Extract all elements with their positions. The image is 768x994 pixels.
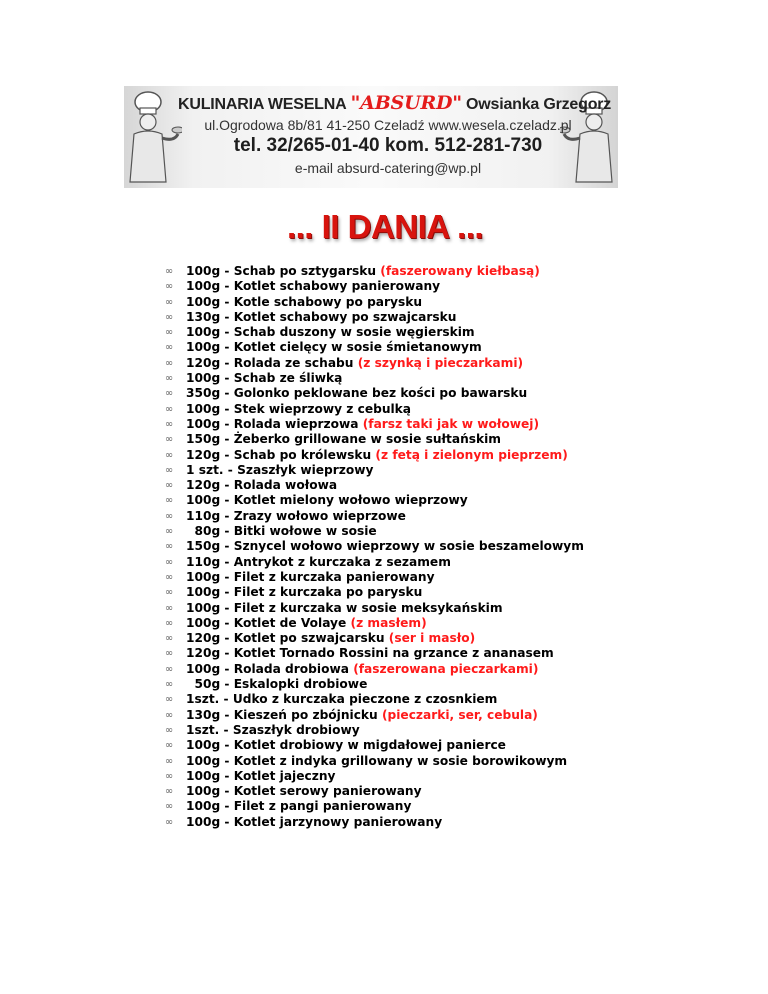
menu-item-text: 120g - Schab po królewsku — [186, 447, 372, 462]
bullet-icon: ∞ — [164, 342, 174, 354]
menu-item-entry — [186, 769, 335, 784]
menu-item-entry — [186, 493, 468, 508]
menu-item-text: 120g - Kotlet po szwajcarsku — [186, 631, 385, 646]
menu-item-text: 100g - Kotlet jajeczny — [186, 768, 336, 783]
banner-owner: Owsianka Grzegorz — [466, 96, 612, 113]
menu-item-entry — [186, 815, 442, 830]
menu-item-entry — [186, 570, 435, 585]
catering-banner — [124, 86, 618, 188]
menu-item-text: 100g - Schab po sztygarsku — [186, 264, 377, 278]
menu-item-entry — [186, 295, 422, 310]
menu-item-entry — [186, 463, 373, 478]
menu-item-note: (pieczarki, ser, cebula) — [381, 707, 538, 722]
bullet-icon: ∞ — [164, 571, 174, 583]
menu-item-entry — [186, 478, 337, 493]
menu-item-text: 100g - Kotlet z indyka grillowany w sosie borowikowym — [186, 753, 568, 768]
menu-item-entry — [186, 784, 422, 799]
menu-item-text: 100g - Schab duszony w sosie węgierskim — [186, 325, 475, 340]
bullet-icon: ∞ — [164, 480, 174, 492]
section-heading: ... II DANIA ... — [286, 208, 484, 245]
banner-title-left: KULINARIA WESELNA — [178, 96, 347, 113]
banner-address: ul.Ogrodowa 8b/81 41-250 Czeladź www.wesela.czeladz.pl — [204, 117, 572, 133]
bullet-icon: ∞ — [164, 816, 174, 828]
menu-item-text: 100g - Kotlet cielęcy w sosie śmietanowym — [186, 340, 482, 355]
menu-item-text: 100g - Filet z pangi panierowany — [186, 799, 412, 814]
menu-item-text: 100g - Rolada wieprzowa — [186, 416, 359, 431]
menu-item-note: (ser i masło) — [388, 631, 476, 646]
bullet-icon: ∞ — [164, 311, 174, 323]
menu-item-entry — [186, 509, 406, 524]
menu-item-entry — [186, 677, 367, 692]
menu-item-entry — [186, 356, 523, 371]
bullet-icon: ∞ — [164, 617, 174, 629]
menu-item-entry — [186, 738, 506, 753]
bullet-icon: ∞ — [164, 327, 174, 339]
bullet-icon: ∞ — [164, 694, 174, 706]
menu-item-entry — [186, 310, 456, 325]
menu-item-text: 120g - Rolada wołowa — [186, 478, 338, 493]
menu-item-note: (z masłem) — [350, 615, 427, 630]
menu-item-text: 130g - Kieszeń po zbójnicku — [186, 707, 378, 722]
menu-item-entry — [186, 279, 440, 294]
bullet-icon: ∞ — [164, 679, 174, 691]
menu-item-text: 50g - Eskalopki drobiowe — [186, 677, 368, 692]
banner-phones: tel. 32/265-01-40 kom. 512-281-730 — [233, 135, 543, 156]
menu-item-entry — [186, 555, 451, 570]
menu-item-note: (faszerowana pieczarkami) — [353, 661, 539, 676]
menu-item-text: 110g - Antrykot z kurczaka z sezamem — [186, 554, 451, 569]
menu-item-text: 1szt. - Szaszłyk drobiowy — [186, 722, 360, 737]
menu-item-text: 350g - Golonko peklowane bez kości po bawarsku — [186, 386, 528, 401]
menu-item-entry — [186, 325, 475, 340]
bullet-icon: ∞ — [164, 418, 174, 430]
menu-item-text: 100g - Kotle schabowy po parysku — [186, 294, 423, 309]
menu-item-entry — [186, 799, 411, 814]
menu-item-entry — [186, 692, 497, 707]
menu-item-text: 120g - Kotlet Tornado Rossini na grzance z ananasem — [186, 646, 554, 661]
menu-item-text: 110g - Zrazy wołowo wieprzowe — [186, 508, 406, 523]
bullet-icon: ∞ — [164, 663, 174, 675]
menu-item-entry — [186, 417, 539, 432]
bullet-icon: ∞ — [164, 724, 174, 736]
menu-item-entry — [186, 616, 427, 631]
menu-item-entry — [186, 402, 411, 417]
menu-item-entry — [186, 340, 482, 355]
bullet-icon: ∞ — [164, 357, 174, 369]
menu-item-text: 150g - Żeberko grillowane w sosie sułtańskim — [186, 432, 502, 447]
bullet-icon: ∞ — [164, 556, 174, 568]
menu-item-text: 100g - Kotlet schabowy panierowany — [186, 279, 441, 294]
menu-item-text: 100g - Filet z kurczaka po parysku — [186, 585, 423, 600]
bullet-icon: ∞ — [164, 464, 174, 476]
menu-item-entry — [186, 524, 377, 539]
banner-email: e-mail absurd-catering@wp.pl — [294, 160, 482, 176]
banner-brand: "ABSURD" — [350, 92, 463, 114]
menu-item-entry — [186, 662, 538, 677]
menu-item-note: (faszerowany kiełbasą) — [380, 264, 540, 278]
menu-item-text: 100g - Schab ze śliwką — [186, 371, 343, 386]
bullet-icon: ∞ — [164, 786, 174, 798]
menu-item-text: 100g - Kotlet mielony wołowo wieprzowy — [186, 493, 468, 508]
menu-item-text: 100g - Filet z kurczaka panierowany — [186, 569, 435, 584]
bullet-icon: ∞ — [164, 602, 174, 614]
bullet-icon: ∞ — [164, 434, 174, 446]
bullet-icon: ∞ — [164, 587, 174, 599]
menu-item-text: 150g - Sznycel wołowo wieprzowy w sosie beszamelowym — [186, 539, 584, 554]
menu-item-text: 1 szt. - Szaszłyk wieprzowy — [186, 462, 374, 477]
menu-item-text: 130g - Kotlet schabowy po szwajcarsku — [186, 309, 457, 324]
bullet-icon: ∞ — [164, 449, 174, 461]
menu-item-entry — [186, 264, 540, 279]
bullet-icon: ∞ — [164, 510, 174, 522]
menu-item-entry — [186, 754, 567, 769]
menu-item-entry — [186, 708, 538, 723]
bullet-icon: ∞ — [164, 633, 174, 645]
bullet-icon: ∞ — [164, 403, 174, 415]
menu-item-entry — [186, 723, 360, 738]
menu-item-text: 100g - Kotlet serowy panierowany — [186, 784, 422, 799]
menu-item-entry — [186, 601, 503, 616]
menu-item-entry — [186, 386, 527, 401]
bullet-icon: ∞ — [164, 526, 174, 538]
bullet-icon: ∞ — [164, 709, 174, 721]
bullet-icon: ∞ — [164, 770, 174, 782]
bullet-icon: ∞ — [164, 541, 174, 553]
bullet-icon: ∞ — [164, 296, 174, 308]
chef-illustration — [124, 86, 182, 188]
bullet-icon: ∞ — [164, 266, 174, 277]
menu-item-text: 1szt. - Udko z kurczaka pieczone z czosnkiem — [186, 692, 498, 707]
bullet-icon: ∞ — [164, 495, 174, 507]
bullet-icon: ∞ — [164, 648, 174, 660]
menu-item-entry — [186, 585, 422, 600]
menu-item-entry — [186, 631, 475, 646]
bullet-icon: ∞ — [164, 373, 174, 385]
menu-item-note: (z fetą i zielonym pieprzem) — [375, 447, 568, 462]
menu-item-entry — [186, 371, 342, 386]
bullet-icon: ∞ — [164, 740, 174, 752]
menu-item-text: 100g - Kotlet jarzynowy panierowany — [186, 814, 443, 829]
bullet-icon: ∞ — [164, 388, 174, 400]
menu-item-text: 100g - Stek wieprzowy z cebulką — [186, 401, 412, 416]
bullet-icon: ∞ — [164, 281, 174, 293]
menu-item-note: (z szynką i pieczarkami) — [357, 355, 524, 370]
menu-item-entry — [186, 646, 554, 661]
menu-item-entry — [186, 432, 501, 447]
menu-item-note: (farsz taki jak w wołowej) — [362, 416, 540, 431]
bullet-icon: ∞ — [164, 755, 174, 767]
bullet-icon: ∞ — [164, 801, 174, 813]
menu-item-text: 100g - Filet z kurczaka w sosie meksykańskim — [186, 600, 503, 615]
menu-item-text: 100g - Kotlet de Volaye — [186, 615, 347, 630]
menu-item-entry — [186, 539, 584, 554]
menu-item-text: 120g - Rolada ze schabu — [186, 355, 354, 370]
menu-item-text: 80g - Bitki wołowe w sosie — [186, 524, 377, 539]
menu-item-entry — [186, 448, 568, 463]
menu-item-text: 100g - Rolada drobiowa — [186, 661, 349, 676]
menu-item-text: 100g - Kotlet drobiowy w migdałowej panierce — [186, 738, 506, 753]
banner-title — [178, 92, 612, 114]
